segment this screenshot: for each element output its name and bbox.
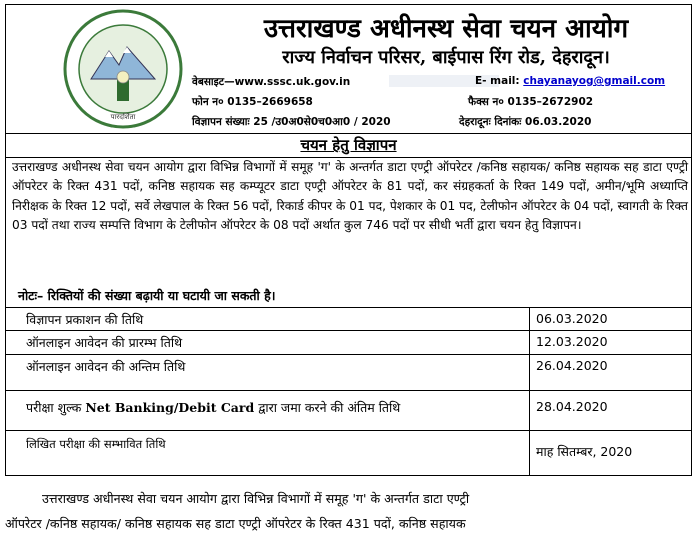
commission-logo bbox=[61, 7, 185, 131]
organization-title: उत्तराखण्ड अधीनस्थ सेवा चयन आयोग bbox=[263, 14, 629, 44]
notice-frame bbox=[5, 4, 692, 476]
date-value: 28.04.2020 bbox=[536, 399, 608, 414]
date-value: 12.03.2020 bbox=[536, 334, 608, 349]
phone-number: फोन न० 0135–2669658 bbox=[192, 96, 313, 108]
letterhead bbox=[6, 5, 691, 134]
date-value: 06.03.2020 bbox=[536, 311, 608, 326]
fax-number: फैक्स न० 0135–2672902 bbox=[468, 96, 594, 108]
issue-date: देहरादूनः दिनांकः 06.03.2020 bbox=[459, 116, 592, 128]
advertisement-paragraph: उत्तराखण्ड अधीनस्थ सेवा चयन आयोग द्वारा विभिन्न विभागों में समूह 'ग' के अन्तर्गत डाटा एण्ट्री ऑपरेटर /कनिष्ठ सहायक/ कनिष्ठ सहायक सह डाटा एण्ट्री ऑपरेटर के रिक्त 431 पदों, कनिष्ठ सहायक सह कम्प्यूटर डाटा एण्ट्री ऑपरेटर के 81 पदों, कर संग्रहकर्ता के रिक्त 149 पदों, अमीन/भूमि अध्याप्ति निरीक्षक के रिक्त 12 पदों, सर्वे लेखपाल के रिक्त 56 पदों, रिकार्ड कीपर के 01 पद, पेशकार के 01 पद, टेलीफोन ऑपरेटर के 04 पदों, स्वागती के रिक्त 03 पदों तथा राज्य सम्पत्ति विभाग के टेलीफोन ऑपरेटर के 08 पदों अर्थात कुल 746 पदों पर सीधी भर्ती द्वारा चयन हेतु विज्ञापन। bbox=[12, 160, 688, 233]
table-row bbox=[6, 330, 691, 354]
date-label: ऑनलाइन आवेदन की अन्तिम तिथि bbox=[26, 359, 186, 374]
date-label: विज्ञापन प्रकाशन की तिथि bbox=[26, 312, 144, 327]
date-label: परीक्षा शुल्क Net Banking/Debit Card द्वारा जमा करने की अंतिम तिथि bbox=[26, 400, 401, 415]
table-row bbox=[6, 390, 691, 430]
table-row bbox=[6, 354, 691, 390]
vacancy-note: नोटः– रिक्तियों की संख्या बढ़ायी या घटायी जा सकती है। bbox=[18, 288, 276, 303]
body-text-line: ऑपरेटर /कनिष्ठ सहायक/ कनिष्ठ सहायक सह डाटा एण्ट्री ऑपरेटर के रिक्त 431 पदों, कनिष्ठ सहायक bbox=[5, 516, 466, 531]
organization-address: राज्य निर्वाचन परिसर, बाईपास रिंग रोड, देहरादून। bbox=[282, 47, 610, 68]
date-value: 26.04.2020 bbox=[536, 358, 608, 373]
email-link[interactable]: chayanayog@gmail.com bbox=[523, 75, 666, 87]
body-text-line: उत्तराखण्ड अधीनस्थ सेवा चयन आयोग द्वारा विभिन्न विभागों में समूह 'ग' के अन्तर्गत डाटा एण्ट्री bbox=[42, 491, 470, 506]
advertisement-number: विज्ञापन संख्याः 25 /उ0अ0से0च0आ0 / 2020 bbox=[192, 116, 391, 128]
date-label: लिखित परीक्षा की सम्भावित तिथि bbox=[26, 437, 166, 451]
date-label: ऑनलाइन आवेदन की प्रारम्भ तिथि bbox=[26, 335, 183, 350]
table-row bbox=[6, 430, 691, 475]
website: वेबसाइट—www.sssc.uk.gov.in bbox=[192, 76, 351, 88]
logo-motto: पारदर्शिता bbox=[110, 113, 136, 121]
heading-text: चयन हेतु विज्ञापन bbox=[300, 136, 397, 154]
date-value: माह सितम्बर, 2020 bbox=[536, 444, 633, 459]
advertisement-heading bbox=[6, 133, 691, 158]
table-row bbox=[6, 307, 691, 330]
email-label: E- mail: bbox=[475, 75, 520, 87]
